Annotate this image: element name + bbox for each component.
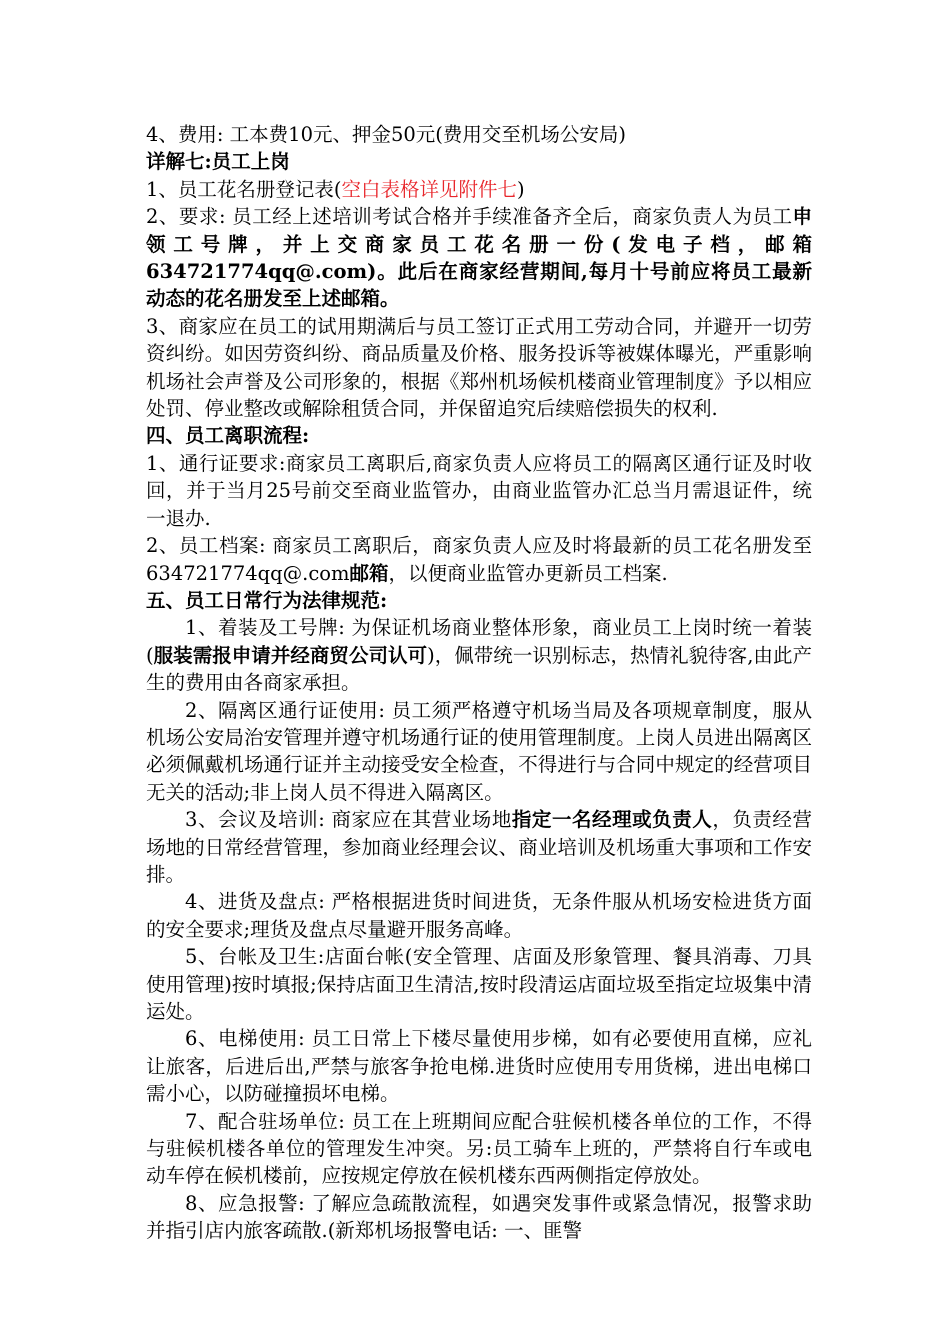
paragraph-7-1-suffix: ) xyxy=(517,177,525,201)
paragraph-5-3-bold: 指定一名经理或负责人 xyxy=(511,808,713,832)
paragraph-5-1-text: 1、着装及工号牌: 为保证机场商业整体形象，商业员工上岗时统一着装( xyxy=(146,616,812,667)
paragraph-7-2-comma: ，并 xyxy=(255,232,311,256)
section-4-heading: 四、员工离职流程: xyxy=(146,424,310,448)
section-7-heading: 详解七:员工上岗 xyxy=(146,150,290,174)
paragraph-5-1-bold: 服装需报申请并经商贸公司认可 xyxy=(153,643,428,667)
paragraph-4-1: 1、通行证要求:商家员工离职后,商家负责人应将员工的隔离区通行证及时收回，并于当月25号前交至商业监管办，由商业监管办汇总当月需退证件，统一退办. xyxy=(146,451,812,530)
paragraph-7-2-bold-badge: 申领工号牌 xyxy=(146,205,812,256)
paragraph-4-2-tail: ，以便商业监管办更新员工档案. xyxy=(388,561,668,585)
paragraph-5-4: 4、进货及盘点: 严格根据进货时间进货，无条件服从机场安检进货方面的安全要求;理货及盘点尽量避开服务高峰。 xyxy=(146,890,812,941)
paragraph-5-3-tail: ，负责经营场地的日常经营管理，参加商业经理会议、商业培训及机场重大事项和工作安排。 xyxy=(146,808,812,886)
paragraph-7-2 xyxy=(146,203,812,313)
paragraph-5-3-text: 3、会议及培训: 商家应在其营业场地 xyxy=(185,808,512,832)
paragraph-4-2-bold-mailbox: 邮箱 xyxy=(349,561,389,585)
paragraph-7-3: 3、商家应在员工的试用期满后与员工签订正式用工劳动合同，并避开一切劳资纠纷。如因劳资纠纷、商品质量及价格、服务投诉等被媒体曝光，严重影响机场社会声誉及公司形象的，根据《郑州机场候机楼商业管理制度》予以相应处罚、停业整改或解除租赁合同，并保留追究后续赔偿损失的权利. xyxy=(146,314,812,421)
paragraph-7-1 xyxy=(146,176,812,203)
paragraph-5-8: 8、应急报警: 了解应急疏散流程，如遇突发事件或紧急情况，报警求助并指引店内旅客疏散.(新郑机场报警电话: 一、匪警 xyxy=(146,1191,812,1243)
paragraph-5-1-tail: )，佩带统一识别标志，热情礼貌待客,由此产生的费用由各商家承担。 xyxy=(146,643,812,695)
fee-line: 4、费用: 工本费10元、押金50元(费用交至机场公安局) xyxy=(146,123,627,146)
paragraph-5-6: 6、电梯使用: 员工日常上下楼尽量使用步梯，如有必要使用直梯，应礼让旅客，后进后出,严禁与旅客争抢电梯.进货时应使用专用货梯，进出电梯口需小心，以防碰撞损坏电梯。 xyxy=(146,1027,812,1106)
paragraph-5-1 xyxy=(146,614,812,696)
attachment-reference: 空白表格详见附件七 xyxy=(341,177,518,201)
paragraph-5-3 xyxy=(146,806,812,888)
section-5-heading: 五、员工日常行为法律规范: xyxy=(146,588,388,612)
paragraph-5-2: 2、隔离区通行证使用: 员工须严格遵守机场当局及各项规章制度，服从机场公安局治安管理并遵守机场通行证的使用管理制度。上岗人员进出隔离区必须佩戴机场通行证并主动接受安全检查，不得进行与合同中规定的经营项目无关的活动;非上岗人员不得进入隔离区。 xyxy=(146,698,812,804)
document-body xyxy=(146,121,812,1245)
paragraph-5-5: 5、台帐及卫生:店面台帐(安全管理、店面及形象管理、餐具消毒、刀具使用管理)按时填报;保持店面卫生清洁,按时段清运店面垃圾至指定垃圾集中清运处。 xyxy=(146,945,812,1023)
paragraph-7-2-text: 2、要求: 员工经上述培训考试合格并手续准备齐全后，商家负责人为员工 xyxy=(146,205,793,229)
paragraph-7-1-prefix: 1、员工花名册登记表( xyxy=(146,177,342,201)
paragraph-7-2-bold-roster: 上交商家员工花名册一份(发电子档，邮箱634721774qq@.com)。此后在商家经营期间,每月十号前应将员工最新动态的花名册发至上述邮箱。 xyxy=(146,232,812,311)
paragraph-4-2-text: 2、员工档案: 商家员工离职后，商家负责人应及时将最新的员工花名册发至634721774qq@.com xyxy=(146,534,812,585)
paragraph-5-7: 7、配合驻场单位: 员工在上班期间应配合驻候机楼各单位的工作，不得与驻候机楼各单位的管理发生冲突。另:员工骑车上班的，严禁将自行车或电动车停在候机楼前，应按规定停放在候机楼东西两侧指定停放处。 xyxy=(146,1109,812,1188)
paragraph-4-2 xyxy=(146,532,812,587)
